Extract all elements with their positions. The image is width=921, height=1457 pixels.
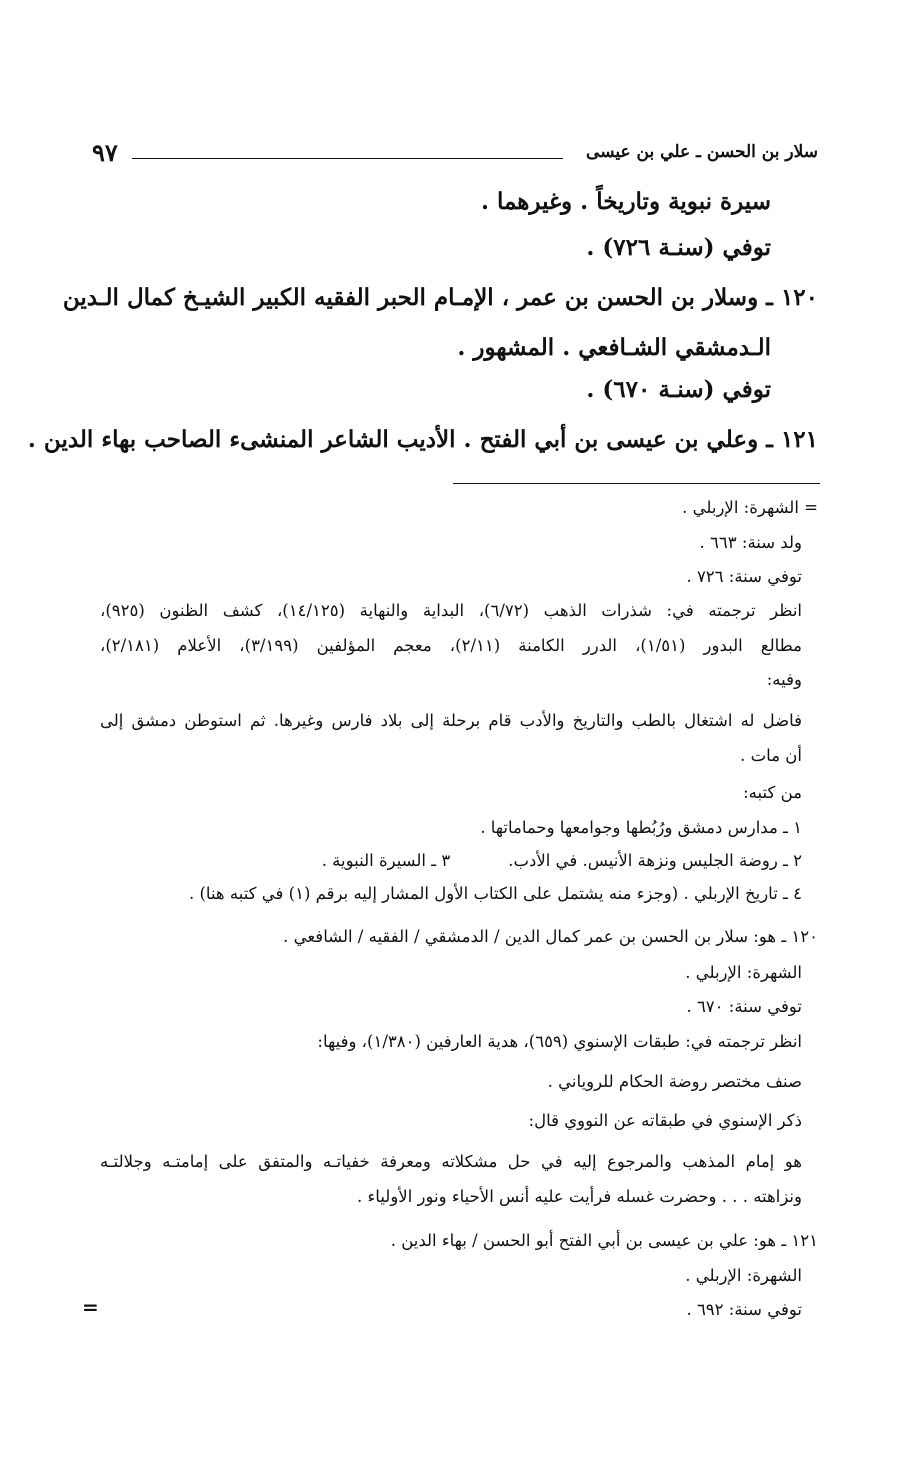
book-list-item-2: ٢ ـ روضة الجليس ونزهة الأنيس. في الأدب. xyxy=(508,851,802,870)
footnote-line: توفي سنة: ٦٩٢ . xyxy=(686,1300,802,1319)
footnote-line: توفي سنة: ٦٧٠ . xyxy=(686,997,802,1016)
quote-line: هو إمام المذهب والمرجوع إليه في حل مشكلاته ومعرفة خفياتـه والمتفق على إمامتـه وجلالتـه xyxy=(100,1152,802,1171)
footnote-line: انظر ترجمته في: طبقات الإسنوي (٦٥٩)، هدية العارفين (١/٣٨٠)، وفيها: xyxy=(317,1032,802,1051)
main-line: الـدمشقي الشـافعي . المشهور . xyxy=(457,334,771,361)
footnote-line: وفيه: xyxy=(766,670,802,689)
footnote-line: من كتبه: xyxy=(743,783,802,802)
book-list-item: ١ ـ مدارس دمشق ورُبُطها وجوامعها وحماماتها . xyxy=(480,818,802,837)
footnote-line: الشهرة: الإربلي . xyxy=(685,963,802,982)
continuation-mark: = xyxy=(82,1295,99,1319)
book-list-item-3: ٣ ـ السيرة النبوية . xyxy=(321,851,451,870)
footnote-line: توفي سنة: ٧٢٦ . xyxy=(686,567,802,586)
footnote-line: انظر ترجمته في: شذرات الذهب (٦/٧٢)، البداية والنهاية (١٤/١٢٥)، كشف الظنون (٩٢٥)، xyxy=(100,601,802,620)
footnote-separator xyxy=(453,483,820,484)
main-line: سيرة نبوية وتاريخاً . وغيرهما . xyxy=(480,188,771,215)
footnote-line: = الشهرة: الإربلي . xyxy=(682,498,818,517)
footnote-121-heading: ١٢١ ـ هو: علي بن عيسى بن أبي الفتح أبو الحسن / بهاء الدين . xyxy=(390,1231,818,1250)
main-line: توفي (سنـة ٧٢٦) . xyxy=(586,234,771,261)
footnote-120-heading: ١٢٠ ـ هو: سلار بن الحسن بن عمر كمال الدين / الدمشقي / الفقيه / الشافعي . xyxy=(283,927,818,946)
main-line: توفي (سنـة ٦٧٠) . xyxy=(586,376,771,403)
footnote-line: ولد سنة: ٦٦٣ . xyxy=(699,533,802,552)
running-title: سلار بن الحسن ـ علي بن عيسى xyxy=(586,142,818,162)
footnote-line: فاضل له اشتغال بالطب والتاريخ والأدب قام برحلة إلى بلاد فارس وغيرها. ثم استوطن دمشق إلى xyxy=(100,711,802,730)
entry-120-line: ١٢٠ ـ وسلار بن الحسن بن عمر ، الإمـام الحبر الفقيه الكبير الشيـخ كمال الـدين xyxy=(62,284,818,311)
entry-121-line: ١٢١ ـ وعلي بن عيسى بن أبي الفتح . الأديب الشاعر المنشىء الصاحب بهاء الدين . xyxy=(27,426,818,453)
footnote-line: مطالع البدور (١/٥١)، الدرر الكامنة (٢/١١)، معجم المؤلفين (٣/١٩٩)، الأعلام (٢/١٨١)، xyxy=(100,636,802,655)
page-number: ٩٧ xyxy=(92,138,118,167)
footnote-line: ذكر الإسنوي في طبقاته عن النووي قال: xyxy=(528,1111,802,1130)
header-rule xyxy=(132,158,563,159)
running-header xyxy=(92,140,818,174)
book-list-item xyxy=(322,853,802,870)
quote-line: ونزاهته . . . وحضرت غسله فرأيت عليه أنس الأحياء ونور الأولياء . xyxy=(357,1187,802,1206)
footnote-line: الشهرة: الإربلي . xyxy=(685,1266,802,1285)
book-list-item: ٤ ـ تاريخ الإربلي . (وجزء منه يشتمل على الكتاب الأول المشار إليه برقم (١) في كتبه هنا) . xyxy=(188,884,802,903)
footnote-line: صنف مختصر روضة الحكام للروياني . xyxy=(547,1072,802,1091)
footnote-line: أن مات . xyxy=(740,746,802,765)
